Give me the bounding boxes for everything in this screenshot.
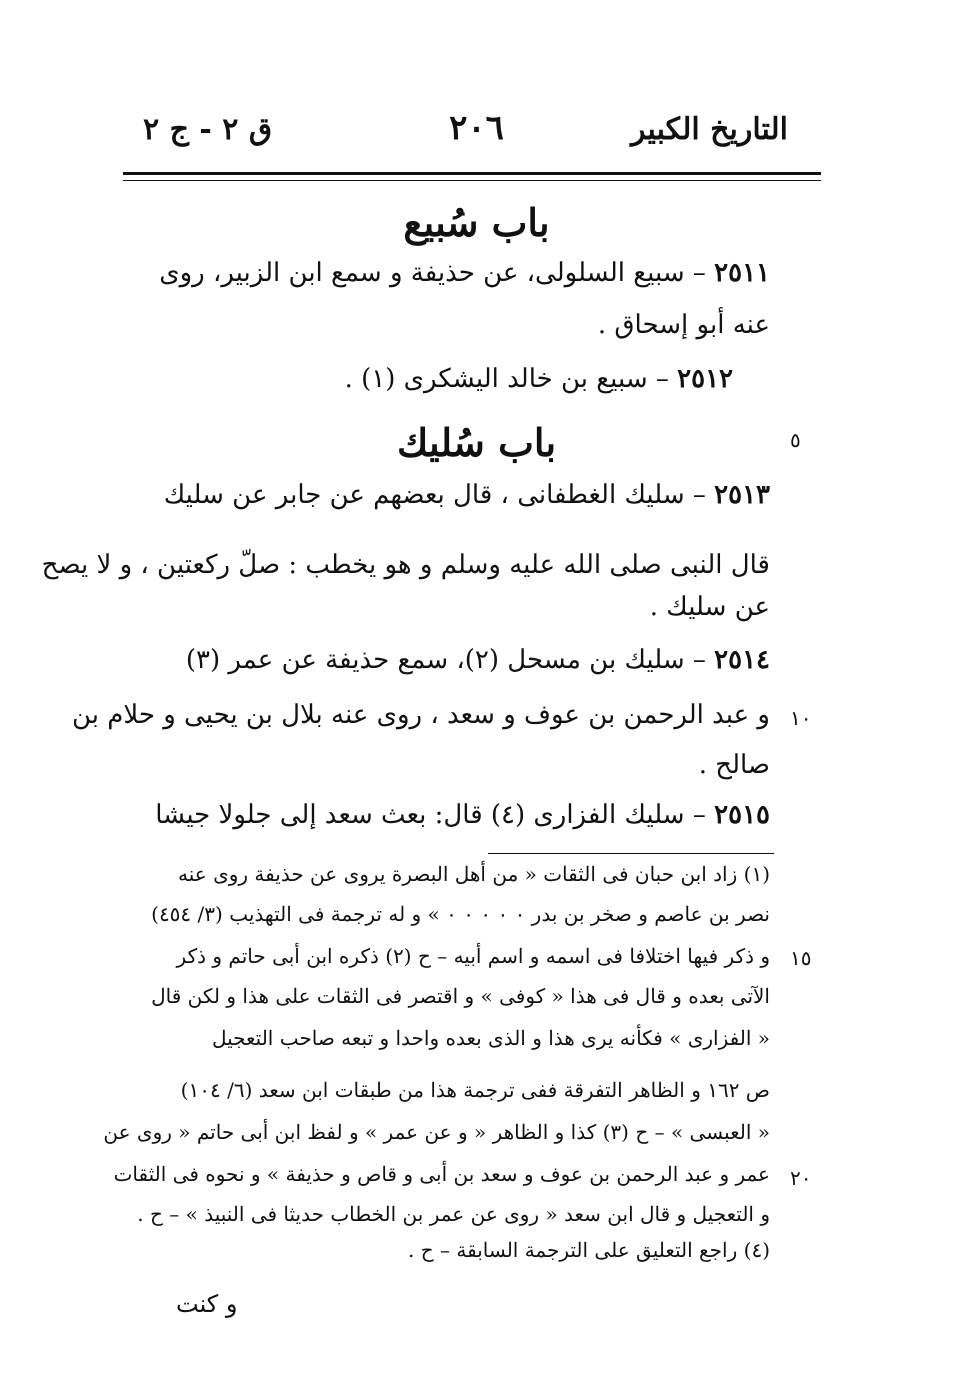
entry-number: ٢٥١٣: [714, 480, 770, 510]
footnote-line: و التعجيل و قال ابن سعد « روى عن عمر بن الخطاب حديثا فى النبيذ » – ح .: [137, 1202, 770, 1226]
section-heading: باب سُليك: [396, 420, 557, 465]
margin-line-number: ٢٠: [790, 1166, 812, 1190]
entry-line: عنه أبو إسحاق .: [597, 310, 770, 340]
footnote-line: (١) زاد ابن حبان فى الثقات « من أهل البصرة يروى عن حذيفة روى عنه: [178, 862, 770, 886]
entry-text: – سبيع السلولى، عن حذيفة و سمع ابن الزبير، روى: [159, 258, 706, 288]
footnote-line: عمر و عبد الرحمن بن عوف و سعد بن أبى و قاص و حذيفة » و نحوه فى الثقات: [113, 1162, 770, 1186]
footnote-line: « العبسى » – ح (٣) كذا و الظاهر « و عن عمر » و لفظ ابن أبى حاتم « روى عن: [103, 1120, 770, 1144]
entry-text: – سبيع بن خالد اليشكرى (١) .: [344, 364, 669, 394]
entry-number: ٢٥١٢: [677, 364, 733, 394]
entry-line: [130, 480, 770, 511]
entry-line: [93, 364, 733, 395]
entry-line: [130, 258, 770, 289]
entry-line: [130, 800, 770, 831]
footnote-line: و ذكر فيها اختلافا فى اسمه و اسم أبيه – ح (٢) ذكره ابن أبى حاتم و ذكر: [176, 944, 770, 968]
page-number: ٢٠٦: [449, 108, 504, 148]
entry-number: ٢٥١١: [714, 258, 770, 288]
header-rule: [123, 172, 821, 175]
footnote-line: ص ١٦٢ و الظاهر التفرقة ففى ترجمة هذا من طبقات ابن سعد (٦/ ١٠٤): [180, 1078, 770, 1102]
entry-line: و عبد الرحمن بن عوف و سعد ، روى عنه بلال بن يحيى و حلام بن: [71, 700, 770, 730]
footnote-rule: [488, 853, 774, 854]
margin-line-number: ١٠: [790, 706, 812, 730]
entry-text: – سليك الفزارى (٤) قال: بعث سعد إلى جلولا جيشا: [155, 800, 706, 830]
entry-text: – سليك بن مسحل (٢)، سمع حذيفة عن عمر (٣): [185, 645, 706, 675]
margin-line-number: ٥: [790, 428, 801, 452]
entry-number: ٢٥١٥: [714, 800, 770, 830]
footnote-line: (٤) راجع التعليق على الترجمة السابقة – ح .: [408, 1238, 770, 1262]
footnote-line: الآتى بعده و قال فى هذا « كوفى » و اقتصر فى الثقات على هذا و لكن قال: [151, 984, 770, 1008]
footnote-line: نصر بن عاصم و صخر بن بدر ٠ ٠ ٠ ٠ ٠ » و له ترجمة فى التهذيب (٣/ ٤٥٤): [151, 902, 770, 926]
running-title: التاريخ الكبير: [630, 112, 788, 147]
section-heading: باب سُبيع: [403, 200, 550, 245]
catchword: و كنت: [176, 1290, 238, 1318]
volume-label: ق ٢ - ج ٢: [143, 112, 273, 147]
entry-line: صالح .: [698, 750, 770, 780]
margin-line-number: ١٥: [790, 946, 812, 970]
footnote-line: « الفزارى » فكأنه يرى هذا و الذى بعده واحدا و تبعه صاحب التعجيل: [211, 1026, 770, 1050]
header-rule-thin: [123, 180, 821, 181]
entry-line: عن سليك .: [649, 592, 770, 622]
entry-line: [130, 645, 770, 676]
entry-text: – سليك الغطفانى ، قال بعضهم عن جابر عن سليك: [163, 480, 706, 510]
entry-number: ٢٥١٤: [714, 645, 770, 675]
entry-line: قال النبى صلى الله عليه وسلم و هو يخطب : صلّ ركعتين ، و لا يصح: [41, 550, 770, 580]
